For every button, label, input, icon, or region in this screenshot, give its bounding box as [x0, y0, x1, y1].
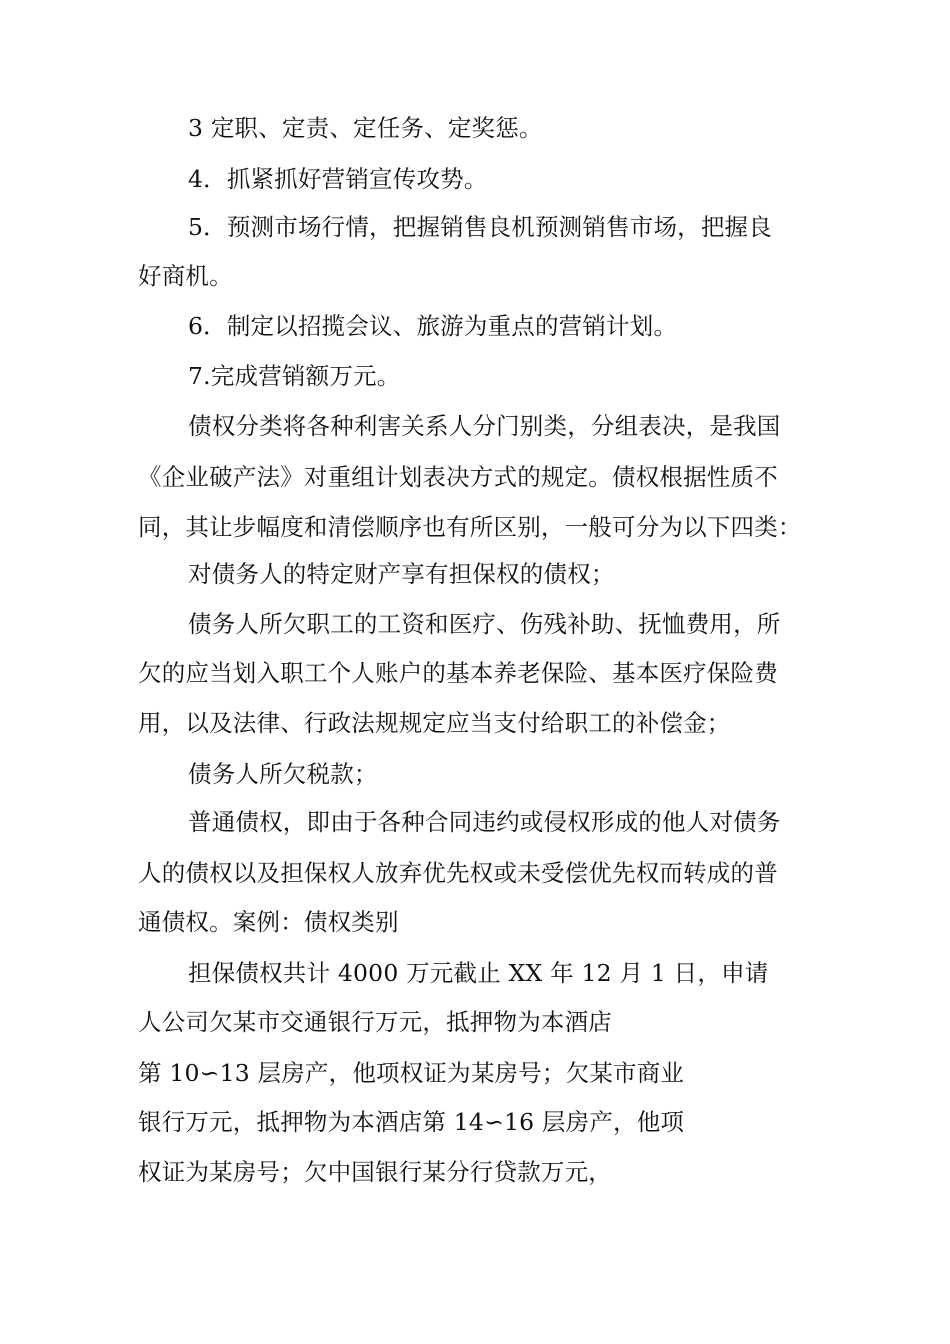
text-line: 《企业破产法》对重组计划表决方式的规定。债权根据性质不: [138, 463, 778, 491]
text-line: 对债务人的特定财产享有担保权的债权；: [188, 560, 615, 588]
text-line: 同，其让步幅度和清偿顺序也有所区别，一般可分为以下四类：: [138, 513, 802, 541]
text-line: 6．制定以招揽会议、旅游为重点的营销计划。: [188, 312, 678, 340]
text-line: 债务人所欠职工的工资和医疗、伤残补助、抚恤费用，所: [188, 610, 781, 638]
text-line: 用，以及法律、行政法规规定应当支付给职工的补偿金；: [138, 709, 731, 737]
text-line: 好商机。: [138, 262, 233, 290]
text-line: 7.完成营销额万元。: [188, 362, 401, 390]
text-line: 通债权。案例：债权类别: [138, 908, 399, 936]
text-line: 债务人所欠税款；: [188, 760, 378, 788]
text-line: 5．预测市场行情，把握销售良机预测销售市场，把握良: [188, 213, 772, 241]
text-line: 权证为某房号；欠中国银行某分行贷款万元，: [138, 1158, 612, 1186]
text-line: 3 定职、定责、定任务、定奖惩。: [188, 114, 543, 142]
text-line: 银行万元，抵押物为本酒店第 14∽16 层房产，他项: [138, 1108, 685, 1136]
text-line: 普通债权，即由于各种合同违约或侵权形成的他人对债务: [188, 808, 781, 836]
text-line: 第 10∽13 层房产，他项权证为某房号；欠某市商业: [138, 1059, 685, 1087]
text-line: 人公司欠某市交通银行万元，抵押物为本酒店: [138, 1008, 612, 1036]
text-line: 欠的应当划入职工个人账户的基本养老保险、基本医疗保险费: [138, 659, 778, 687]
text-line: 债权分类将各种利害关系人分门别类，分组表决，是我国: [188, 412, 781, 440]
text-line: 人的债权以及担保权人放弃优先权或未受偿优先权而转成的普: [138, 859, 778, 887]
text-line: 4．抓紧抓好营销宣传攻势。: [188, 165, 488, 193]
text-line: 担保债权共计 4000 万元截止 XX 年 12 月 1 日，申请: [188, 959, 769, 987]
